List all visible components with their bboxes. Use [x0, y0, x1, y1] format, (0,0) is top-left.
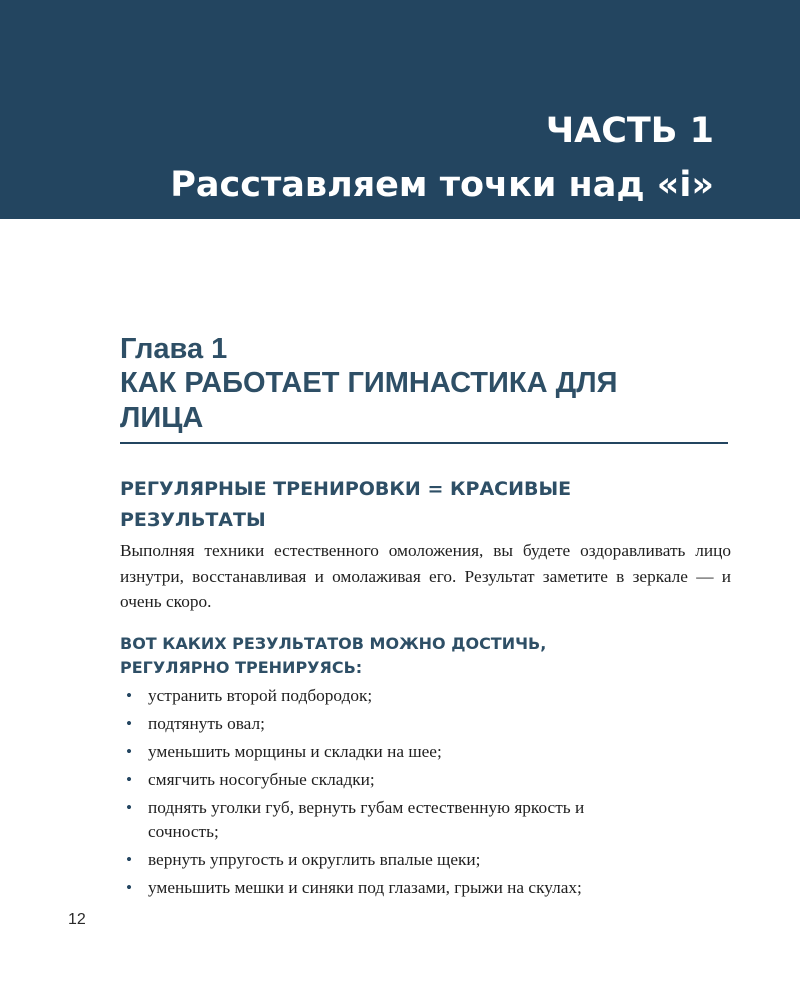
list-item-text: смягчить носогубные складки;	[148, 770, 375, 789]
bullet-icon: •	[126, 878, 133, 897]
list-item	[120, 712, 740, 736]
list-item-text: подтянуть овал;	[148, 714, 265, 733]
list-item-text: вернуть упругость и округлить впалые щеки;	[148, 850, 481, 869]
list-item-text: уменьшить мешки и синяки под глазами, грыжи на скулах;	[148, 878, 582, 897]
list-item	[120, 796, 740, 844]
list-item-text: поднять уголки губ, вернуть губам естественную яркость и сочность;	[148, 798, 585, 841]
bullet-icon: •	[126, 770, 133, 789]
chapter-number: Глава 1	[120, 333, 228, 365]
list-item	[120, 768, 740, 792]
list-item	[120, 684, 740, 708]
page-number: 12	[68, 911, 86, 928]
bullet-icon: •	[126, 742, 133, 761]
part-label: ЧАСТЬ 1	[545, 111, 714, 151]
list-item-text: устранить второй подбородок;	[148, 686, 373, 705]
results-heading: ВОТ КАКИХ РЕЗУЛЬТАТОВ МОЖНО ДОСТИЧЬ, РЕГУЛЯРНО ТРЕНИРУЯСЬ:	[120, 634, 547, 677]
bullet-icon: •	[126, 798, 133, 817]
bullet-icon: •	[126, 714, 133, 733]
bullet-icon: •	[126, 850, 133, 869]
part-banner	[0, 0, 800, 219]
chapter-header	[120, 332, 728, 444]
chapter-title: КАК РАБОТАЕТ ГИМНАСТИКА ДЛЯ ЛИЦА	[120, 367, 618, 434]
part-subtitle: Расставляем точки над «і»	[170, 165, 714, 205]
list-item	[120, 848, 740, 872]
section-paragraph: Выполняя техники естественного омоложения, вы будете оздоравливать лицо изнутри, восстанавливая и омолаживая его. Результат заметите в зеркале — и очень скоро.	[120, 541, 731, 611]
part-title	[170, 104, 714, 212]
list-item	[120, 740, 740, 764]
list-item-text: уменьшить морщины и складки на шее;	[148, 742, 442, 761]
results-list	[120, 684, 740, 904]
bullet-icon: •	[126, 686, 133, 705]
list-item	[120, 876, 740, 900]
section-heading: РЕГУЛЯРНЫЕ ТРЕНИРОВКИ = КРАСИВЫЕ РЕЗУЛЬТАТЫ	[120, 478, 572, 531]
